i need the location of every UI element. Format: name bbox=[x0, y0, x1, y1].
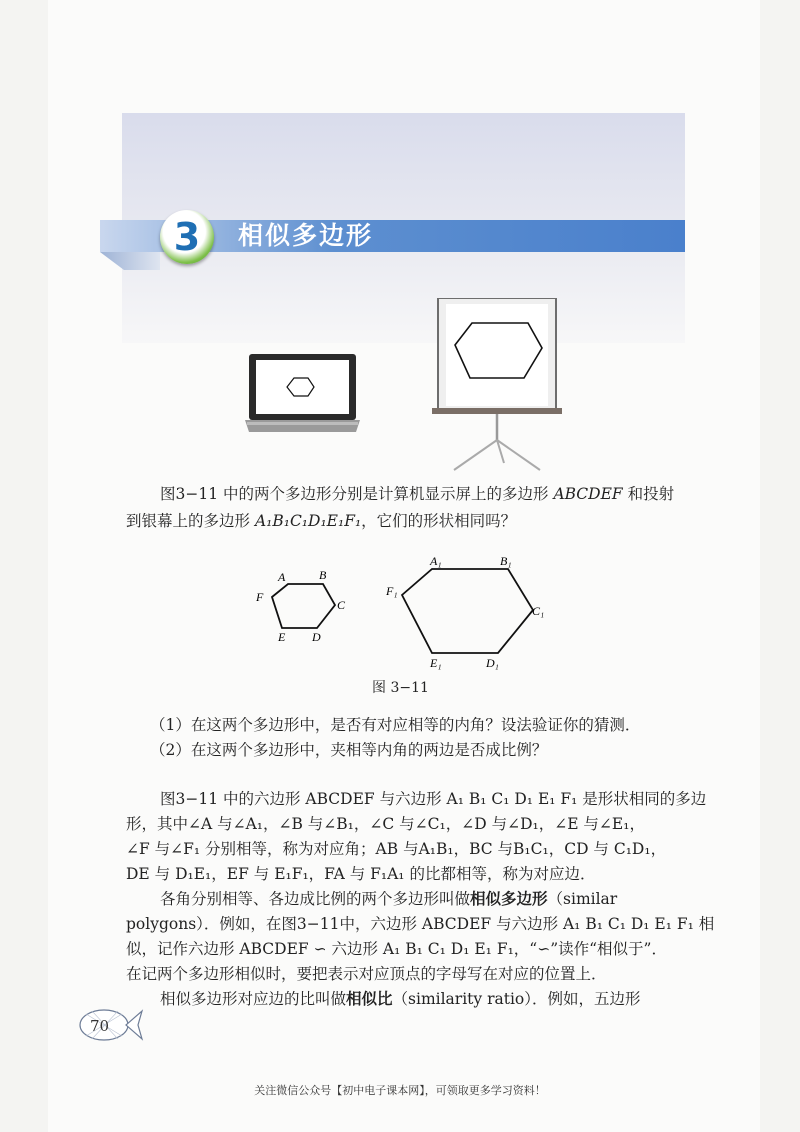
p2-text-c: （similar bbox=[547, 890, 618, 908]
body-p2-line-2: polygons）．例如，在图3−11中，六边形 ABCDEF 与六边形 A₁ B₁ C₁ D₁ E₁ F₁ 相 bbox=[126, 915, 715, 933]
body-p2-line-3: 似，记作六边形 ABCDEF ∽ 六边形 A₁ B₁ C₁ D₁ E₁ F₁，“∽”读作“相似于”． bbox=[126, 940, 667, 958]
intro-text-1a: 图3−11 中的两个多边形分别是计算机显示屏上的多边形 bbox=[160, 485, 554, 503]
intro-text-2b: A₁B₁C₁D₁E₁F₁ bbox=[254, 512, 362, 530]
section-number: 3 bbox=[173, 215, 201, 259]
body-p1-line-2: 形，其中∠A 与∠A₁，∠B 与∠B₁，∠C 与∠C₁，∠D 与∠D₁，∠E 与∠E₁， bbox=[126, 815, 645, 833]
p2-text-a: 各角分别相等、各边成比例的两个多边形叫做 bbox=[160, 890, 471, 908]
body-p2-line-1 bbox=[160, 888, 617, 911]
section-title: 相似多边形 bbox=[238, 221, 374, 250]
laptop-image bbox=[245, 352, 360, 434]
body-p3-line-1 bbox=[160, 988, 641, 1011]
large-hexagon bbox=[402, 569, 533, 653]
label-small-a: A bbox=[278, 570, 286, 584]
p3-text-a: 相似多边形对应边的比叫做 bbox=[160, 990, 347, 1008]
small-hexagon bbox=[272, 584, 335, 628]
label-small-d: D bbox=[312, 630, 321, 644]
figure-caption: 图 3−11 bbox=[372, 680, 429, 696]
label-large-a1: A₁ bbox=[430, 555, 442, 568]
fish-ornament-icon bbox=[78, 1005, 144, 1045]
question-2: （2）在这两个多边形中，夹相等内角的两边是否成比例？ bbox=[150, 741, 548, 759]
label-small-f: F bbox=[256, 590, 264, 604]
body-p1-line-1: 图3−11 中的六边形 ABCDEF 与六边形 A₁ B₁ C₁ D₁ E₁ F₁ 是形状相同的多边 bbox=[160, 790, 707, 808]
page-number: 70 bbox=[90, 1017, 110, 1035]
intro-line-2 bbox=[126, 510, 516, 533]
question-1: （1）在这两个多边形中，是否有对应相等的内角？设法验证你的猜测． bbox=[150, 716, 641, 734]
label-large-b1: B₁ bbox=[500, 555, 512, 568]
footer-note: 关注微信公众号【初中电子课本网】，可领取更多学习资料！ bbox=[254, 1084, 546, 1097]
projector-screen-image bbox=[432, 298, 562, 476]
intro-text-2a: 到银幕上的多边形 bbox=[126, 512, 255, 530]
body-p1-line-3: ∠F 与∠F₁ 分别相等，称为对应角；AB 与A₁B₁，BC 与B₁C₁，CD 与 C₁D₁， bbox=[126, 840, 667, 858]
label-small-e: E bbox=[278, 630, 286, 644]
intro-text-2c: ，它们的形状相同吗？ bbox=[361, 512, 517, 530]
label-small-c: C bbox=[337, 598, 346, 612]
intro-line-1 bbox=[160, 483, 674, 506]
term-similar-polygons: 相似多边形 bbox=[470, 890, 548, 908]
label-large-e1: E₁ bbox=[430, 656, 442, 670]
term-similarity-ratio: 相似比 bbox=[346, 990, 393, 1008]
intro-text-1c: 和投射 bbox=[622, 485, 675, 503]
label-large-f1: F₁ bbox=[386, 584, 398, 598]
label-large-d1: D₁ bbox=[486, 656, 499, 670]
intro-text-1b: ABCDEF bbox=[553, 485, 623, 503]
label-large-c1: C₁ bbox=[532, 604, 545, 618]
body-p2-line-4: 在记两个多边形相似时，要把表示对应顶点的字母写在对应的位置上． bbox=[126, 965, 607, 983]
label-small-b: B bbox=[319, 568, 327, 582]
figure-hexagons bbox=[250, 555, 560, 670]
p3-text-c: （similarity ratio）．例如，五边形 bbox=[392, 990, 641, 1008]
body-p1-line-4: DE 与 D₁E₁，EF 与 E₁F₁，FA 与 F₁A₁ 的比都相等，称为对应边． bbox=[126, 865, 596, 883]
